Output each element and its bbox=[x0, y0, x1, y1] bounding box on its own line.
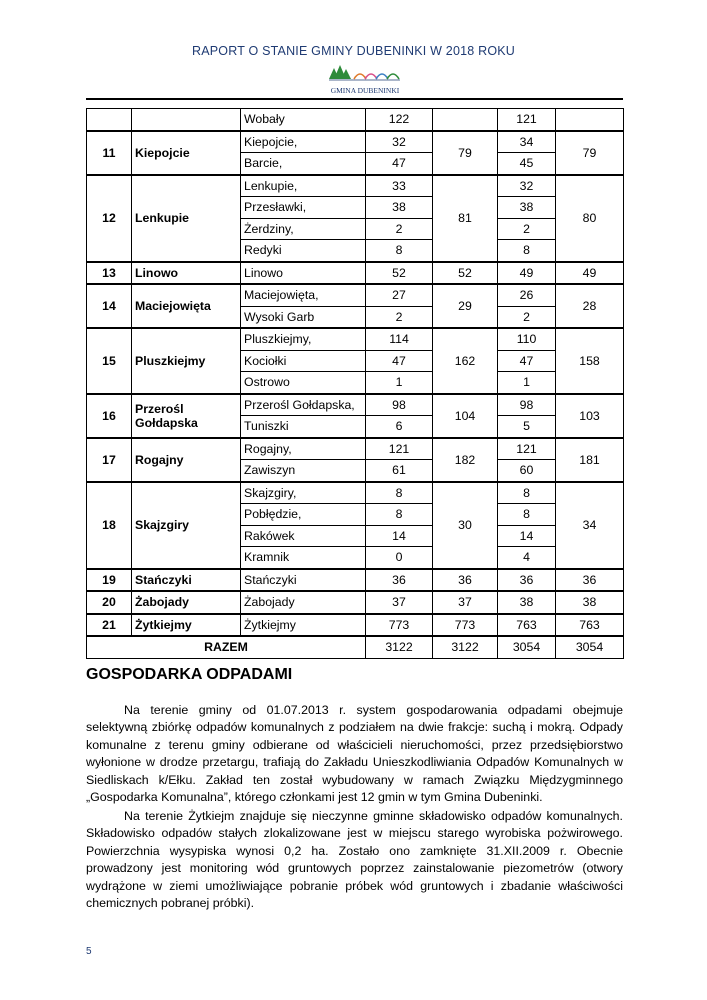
population-table bbox=[86, 108, 624, 659]
population-2017-cell: 1 bbox=[366, 372, 433, 394]
solectwo-sum-2018-cell: 103 bbox=[556, 394, 624, 438]
lp-cell: 19 bbox=[87, 569, 132, 592]
population-2017-cell: 773 bbox=[366, 614, 433, 637]
table-row bbox=[87, 482, 624, 504]
solectwo-cell: Skajzgiry bbox=[132, 482, 241, 569]
solectwo-sum-2018-cell: 34 bbox=[556, 482, 624, 569]
village-name-cell: Linowo bbox=[241, 262, 366, 285]
population-2018-cell: 47 bbox=[498, 350, 556, 372]
total-row bbox=[87, 636, 624, 658]
solectwo-sum-2018-cell bbox=[556, 109, 624, 131]
population-2018-cell: 110 bbox=[498, 328, 556, 350]
solectwo-sum-2018-cell: 36 bbox=[556, 569, 624, 592]
lp-cell: 12 bbox=[87, 175, 132, 262]
solectwo-cell: Przerośl Gołdapska bbox=[132, 394, 241, 438]
population-2018-cell: 32 bbox=[498, 175, 556, 197]
population-2017-cell: 36 bbox=[366, 569, 433, 592]
solectwo-sum-2018-cell: 38 bbox=[556, 591, 624, 614]
table-row bbox=[87, 591, 624, 614]
solectwo-sum-2017-cell: 52 bbox=[433, 262, 498, 285]
population-2018-cell: 5 bbox=[498, 416, 556, 438]
population-2017-cell: 33 bbox=[366, 175, 433, 197]
solectwo-sum-2018-cell: 80 bbox=[556, 175, 624, 262]
total-label-cell: RAZEM bbox=[87, 636, 366, 658]
lp-cell: 11 bbox=[87, 131, 132, 175]
population-2017-cell: 114 bbox=[366, 328, 433, 350]
population-2018-cell: 60 bbox=[498, 460, 556, 482]
solectwo-cell: Lenkupie bbox=[132, 175, 241, 262]
village-name-cell: Stańczyki bbox=[241, 569, 366, 592]
table-row bbox=[87, 109, 624, 131]
village-name-cell: Pobłędzie, bbox=[241, 504, 366, 526]
solectwo-sum-2018-cell: 181 bbox=[556, 438, 624, 482]
village-name-cell: Ostrowo bbox=[241, 372, 366, 394]
population-2018-cell: 2 bbox=[498, 218, 556, 240]
page-number: 5 bbox=[86, 946, 92, 957]
total-sum-2018-cell: 3054 bbox=[556, 636, 624, 658]
population-2017-cell: 47 bbox=[366, 153, 433, 175]
village-name-cell: Żabojady bbox=[241, 591, 366, 614]
population-2017-cell: 14 bbox=[366, 525, 433, 547]
report-title: RAPORT O STANIE GMINY DUBENINKI W 2018 ROKU bbox=[191, 44, 516, 58]
population-2018-cell: 121 bbox=[498, 109, 556, 131]
population-2018-cell: 98 bbox=[498, 394, 556, 416]
solectwo-cell: Maciejowięta bbox=[132, 284, 241, 328]
population-2018-cell: 34 bbox=[498, 131, 556, 153]
village-name-cell: Żytkiejmy bbox=[241, 614, 366, 637]
village-name-cell: Kiepojcie, bbox=[241, 131, 366, 153]
total-sum-2017-cell: 3122 bbox=[433, 636, 498, 658]
population-2017-cell: 37 bbox=[366, 591, 433, 614]
solectwo-cell: Stańczyki bbox=[132, 569, 241, 592]
solectwo-sum-2018-cell: 49 bbox=[556, 262, 624, 285]
solectwo-sum-2017-cell: 29 bbox=[433, 284, 498, 328]
population-2017-cell: 38 bbox=[366, 197, 433, 219]
table-row bbox=[87, 262, 624, 285]
solectwo-sum-2017-cell bbox=[433, 109, 498, 131]
population-2017-cell: 6 bbox=[366, 416, 433, 438]
solectwo-cell: Kiepojcie bbox=[132, 131, 241, 175]
population-2018-cell: 36 bbox=[498, 569, 556, 592]
population-2017-cell: 8 bbox=[366, 240, 433, 262]
solectwo-sum-2017-cell: 79 bbox=[433, 131, 498, 175]
population-2018-cell: 14 bbox=[498, 525, 556, 547]
village-name-cell: Kociołki bbox=[241, 350, 366, 372]
solectwo-sum-2018-cell: 28 bbox=[556, 284, 624, 328]
solectwo-sum-2017-cell: 30 bbox=[433, 482, 498, 569]
lp-cell: 18 bbox=[87, 482, 132, 569]
lp-cell: 17 bbox=[87, 438, 132, 482]
population-2018-cell: 4 bbox=[498, 547, 556, 569]
solectwo-cell: Rogajny bbox=[132, 438, 241, 482]
total-2018-cell: 3054 bbox=[498, 636, 556, 658]
table-row bbox=[87, 569, 624, 592]
solectwo-sum-2017-cell: 36 bbox=[433, 569, 498, 592]
village-name-cell: Przerośl Gołdapska, bbox=[241, 394, 366, 416]
solectwo-sum-2017-cell: 773 bbox=[433, 614, 498, 637]
table-row bbox=[87, 614, 624, 637]
population-2017-cell: 27 bbox=[366, 284, 433, 306]
population-2017-cell: 8 bbox=[366, 504, 433, 526]
village-name-cell: Wobały bbox=[241, 109, 366, 131]
table-row bbox=[87, 328, 624, 350]
lp-cell bbox=[87, 109, 132, 131]
village-name-cell: Przesławki, bbox=[241, 197, 366, 219]
population-2017-cell: 8 bbox=[366, 482, 433, 504]
village-name-cell: Wysoki Garb bbox=[241, 306, 366, 328]
solectwo-sum-2017-cell: 162 bbox=[433, 328, 498, 394]
solectwo-sum-2017-cell: 81 bbox=[433, 175, 498, 262]
village-name-cell: Zawiszyn bbox=[241, 460, 366, 482]
population-2017-cell: 2 bbox=[366, 218, 433, 240]
population-2018-cell: 121 bbox=[498, 438, 556, 460]
population-2017-cell: 122 bbox=[366, 109, 433, 131]
lp-cell: 20 bbox=[87, 591, 132, 614]
population-2017-cell: 0 bbox=[366, 547, 433, 569]
village-name-cell: Rakówek bbox=[241, 525, 366, 547]
population-2018-cell: 26 bbox=[498, 284, 556, 306]
population-2018-cell: 2 bbox=[498, 306, 556, 328]
solectwo-cell: Linowo bbox=[132, 262, 241, 285]
village-name-cell: Rogajny, bbox=[241, 438, 366, 460]
lp-cell: 13 bbox=[87, 262, 132, 285]
solectwo-cell bbox=[132, 109, 241, 131]
logo-text: GMINA DUBENINKI bbox=[330, 86, 400, 95]
solectwo-cell: Żytkiejmy bbox=[132, 614, 241, 637]
table-row bbox=[87, 438, 624, 460]
village-name-cell: Barcie, bbox=[241, 153, 366, 175]
paragraph-1: Na terenie gminy od 01.07.2013 r. system gospodarowania odpadami obejmuje selektywną zbiórkę odpadów komunalnych z podziałem na dwie frakcje: suchą i mokrą. Odpady komunalne z terenu gminy odbierane od właścicieli nieruchomości, przez przedsiębiorstwo wyłonione w drodze przetargu, trafiają do Zakładu Unieszkodliwiania Odpadów Komunalnych w Siedliskach k/Ełku. Zakład ten został wybudowany w ramach Związku Międzygminnego „Gospodarka Komunalna”, którego członkami jest 12 gmin w tym Gmina Dubeninki. bbox=[86, 703, 623, 805]
table-row bbox=[87, 394, 624, 416]
population-2018-cell: 45 bbox=[498, 153, 556, 175]
village-name-cell: Lenkupie, bbox=[241, 175, 366, 197]
lp-cell: 16 bbox=[87, 394, 132, 438]
solectwo-cell: Pluszkiejmy bbox=[132, 328, 241, 394]
village-name-cell: Tuniszki bbox=[241, 416, 366, 438]
population-2018-cell: 38 bbox=[498, 197, 556, 219]
lp-cell: 21 bbox=[87, 614, 132, 637]
population-2018-cell: 38 bbox=[498, 591, 556, 614]
table-row bbox=[87, 284, 624, 306]
table-row bbox=[87, 131, 624, 153]
header-rule bbox=[86, 98, 623, 100]
village-name-cell: Żerdziny, bbox=[241, 218, 366, 240]
population-2017-cell: 32 bbox=[366, 131, 433, 153]
solectwo-sum-2017-cell: 182 bbox=[433, 438, 498, 482]
population-2018-cell: 1 bbox=[498, 372, 556, 394]
solectwo-sum-2017-cell: 37 bbox=[433, 591, 498, 614]
population-2018-cell: 763 bbox=[498, 614, 556, 637]
solectwo-sum-2018-cell: 763 bbox=[556, 614, 624, 637]
population-2018-cell: 8 bbox=[498, 504, 556, 526]
population-2018-cell: 49 bbox=[498, 262, 556, 285]
solectwo-sum-2018-cell: 79 bbox=[556, 131, 624, 175]
paragraph-2: Na terenie Żytkiejm znajduje się nieczynne gminne składowisko odpadów komunalnych. Składowisko odpadów stałych zlokalizowane jest w miejscu starego wyrobiska pożwirowego. Powierzchnia wysypiska wynosi 0,2 ha. Zostało ono zamknięte 31.XII.2009 r. Obecnie prowadzony jest monitoring wód gruntowych poprzez zainstalowanie piezometrów (otwory wydrążone w ziemi umożliwiające pobranie próbek wód gruntowych i zbadanie właściwości chemicznych pobranej próbki). bbox=[86, 809, 623, 911]
solectwo-sum-2018-cell: 158 bbox=[556, 328, 624, 394]
gmina-logo-icon bbox=[320, 64, 410, 98]
solectwo-cell: Żabojady bbox=[132, 591, 241, 614]
lp-cell: 14 bbox=[87, 284, 132, 328]
population-2017-cell: 47 bbox=[366, 350, 433, 372]
population-2017-cell: 2 bbox=[366, 306, 433, 328]
population-2017-cell: 52 bbox=[366, 262, 433, 285]
village-name-cell: Skajzgiry, bbox=[241, 482, 366, 504]
village-name-cell: Pluszkiejmy, bbox=[241, 328, 366, 350]
village-name-cell: Kramnik bbox=[241, 547, 366, 569]
population-2018-cell: 8 bbox=[498, 482, 556, 504]
population-2017-cell: 61 bbox=[366, 460, 433, 482]
table-row bbox=[87, 175, 624, 197]
village-name-cell: Redyki bbox=[241, 240, 366, 262]
population-2017-cell: 98 bbox=[366, 394, 433, 416]
population-2018-cell: 8 bbox=[498, 240, 556, 262]
population-2017-cell: 121 bbox=[366, 438, 433, 460]
lp-cell: 15 bbox=[87, 328, 132, 394]
section-heading: GOSPODARKA ODPADAMI bbox=[86, 666, 293, 683]
village-name-cell: Maciejowięta, bbox=[241, 284, 366, 306]
solectwo-sum-2017-cell: 104 bbox=[433, 394, 498, 438]
total-2017-cell: 3122 bbox=[366, 636, 433, 658]
